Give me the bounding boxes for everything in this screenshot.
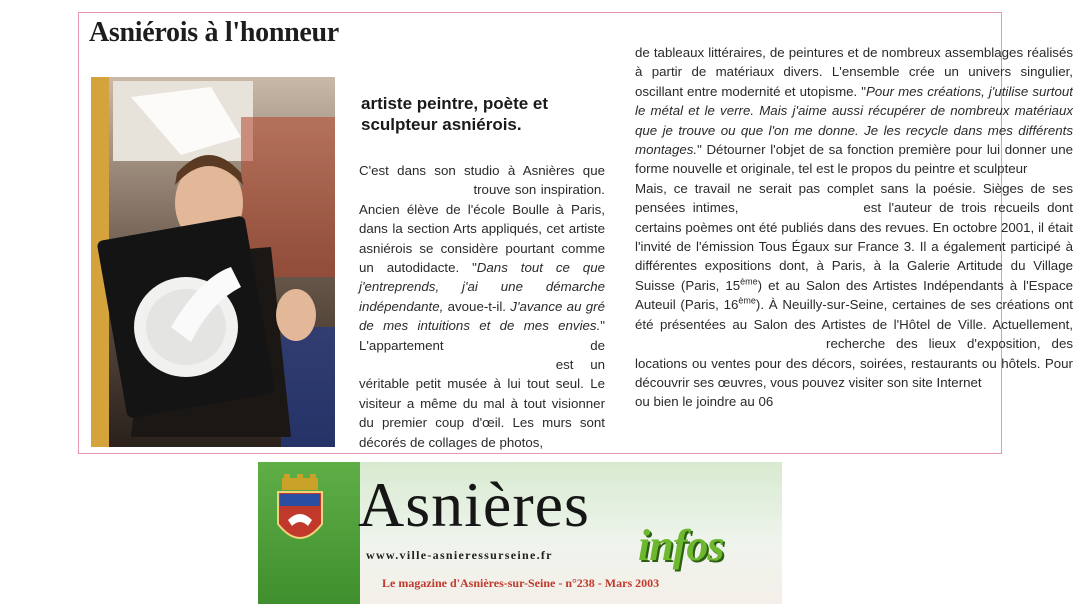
- column-1-quote: J'avance au gré de mes intuitions et de mes envies.: [359, 298, 605, 334]
- column-1-text: trouve son inspiration. Ancien élève de l'école Boulle à Paris, dans la section Arts appliqués, cet artiste asniérois se considère pourtant comme un autodidacte. ": [359, 182, 605, 276]
- superscript: ème: [740, 276, 758, 287]
- article-column-1: [359, 161, 605, 452]
- masthead-infos: infos: [638, 521, 724, 570]
- column-2-paragraph-3: [635, 392, 1073, 411]
- superscript: ème: [738, 295, 756, 306]
- column-2-text: recherche des lieux d'exposition, des locations ou ventes pour des décors, soirées, restaurants ou hôtels. Pour découvrir ses œuvres, vous pouvez visiter son site Internet: [635, 336, 1073, 390]
- column-1-paragraph: [359, 161, 605, 452]
- masthead-url: www.ville-asnieressurseine.fr: [366, 548, 553, 562]
- column-2-quote: Pour mes créations, j'utilise surtout le métal et le verre. Mais j'aime aussi récupérer de nombreux matériaux que je trouve ou que l'on me donne. Je les recycle dans mes différents montages.: [635, 83, 1073, 158]
- column-1-text: avoue-t-il.: [443, 298, 511, 314]
- column-2-paragraph-1: [635, 43, 1073, 179]
- artist-photo-illustration: [91, 77, 335, 447]
- column-2-text: est l'auteur de trois recueils dont certains poèmes ont été publiés dans des revues. En octobre 2001, il était l'invité de l'émission Tous Égaux sur France 3. Il a également participé à différentes expositions dont, à Paris, à la Galerie Artitude du Village Suisse (Paris, 15: [635, 200, 1073, 293]
- magazine-masthead: [258, 462, 782, 604]
- column-2-text: de tableaux littéraires, de peintures et de nombreux assemblages réalisés à partir de matériaux divers. L'ensemble crée un univers singulier, oscillant entre modernité et utopisme. ": [635, 45, 1073, 99]
- column-1-text: " L'appartement de: [359, 318, 605, 353]
- column-2-text: ) et au Salon des Artistes Indépendants à l'Espace Auteuil (Paris, 16: [635, 277, 1073, 313]
- artist-photo: [91, 77, 335, 447]
- column-2-paragraph-2: [635, 179, 1073, 392]
- column-2-text: Mais, ce travail ne serait pas complet sans la poésie. Sièges de ses pensées intimes,: [635, 180, 1073, 216]
- column-1-quote: Dans tout ce que j'entreprends, j'ai une démarche indépendante,: [359, 260, 605, 314]
- column-2-text: " Détourner l'objet de sa fonction première pour lui donner une forme nouvelle et originale, tel est le propos du peintre et sculpteur: [635, 142, 1073, 177]
- article-frame: [78, 12, 1073, 454]
- column-1-text: C'est dans son studio à Asnières que: [359, 163, 605, 178]
- column-2-text: ou bien le joindre au 06: [635, 394, 774, 410]
- article-column-2: [635, 43, 1073, 412]
- subhead: artiste peintre, poète et sculpteur asniérois.: [361, 94, 549, 134]
- column-1-text: est un véritable petit musée à lui tout seul. Le visiteur a même du mal à tout visionner du premier coup d'œil. Les murs sont décorés de collages de photos,: [359, 357, 605, 450]
- masthead-title: Asnières: [358, 469, 590, 540]
- headline: Asniérois à l'honneur: [89, 17, 339, 48]
- city-coat-of-arms-icon: [272, 476, 328, 556]
- masthead-subtitle: Le magazine d'Asnières-sur-Seine - n°238 - Mars 2003: [382, 576, 660, 590]
- column-2-text: ). À Neuilly-sur-Seine, certaines de ses créations ont été présentées au Salon des Artistes de l'Hôtel de Ville. Actuellement,: [635, 297, 1073, 332]
